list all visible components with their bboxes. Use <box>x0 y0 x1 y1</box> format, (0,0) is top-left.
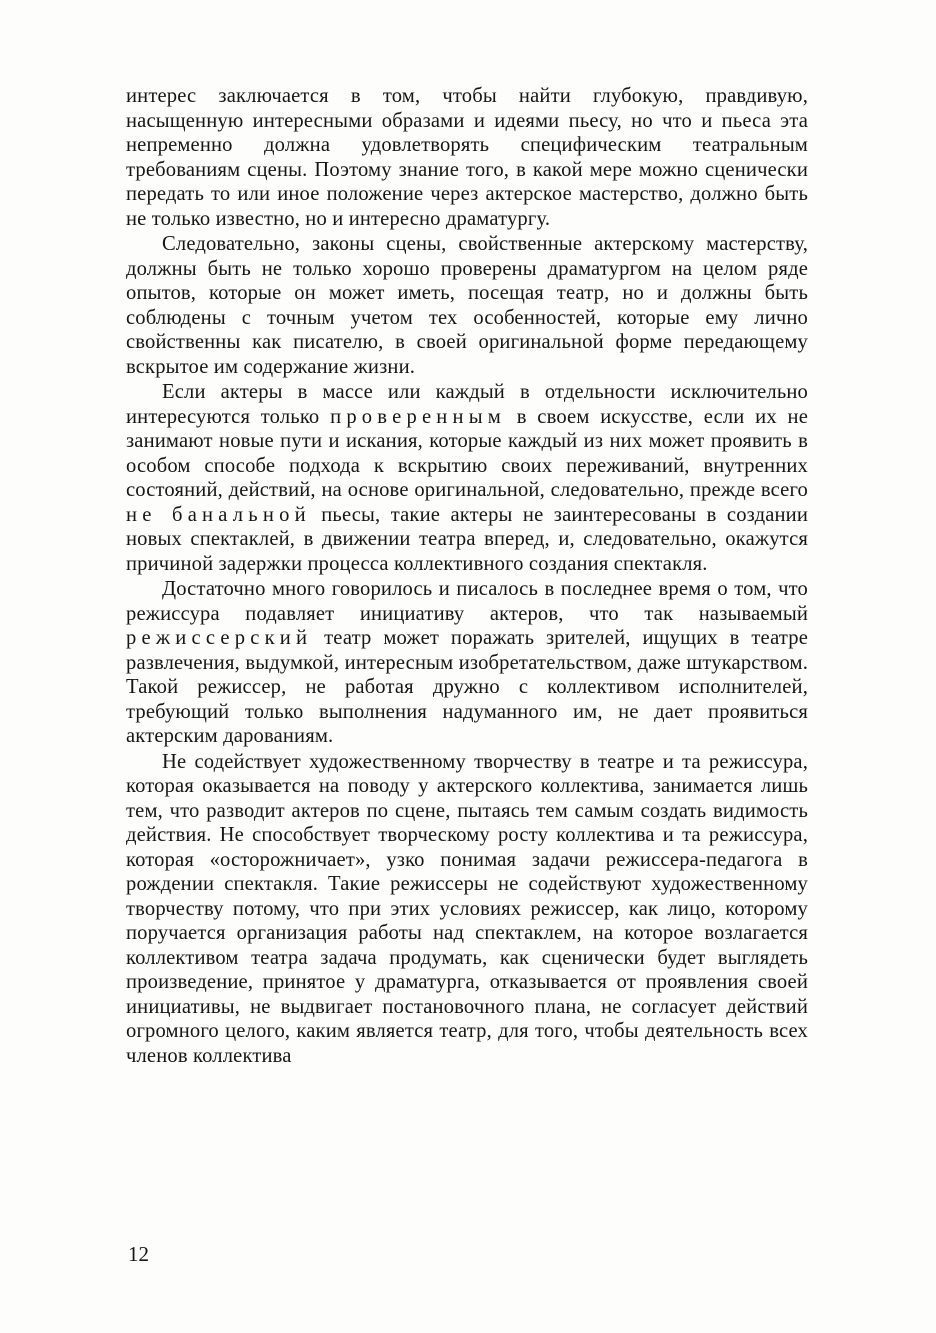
paragraph-1 <box>126 84 808 231</box>
paragraph-text: театр может поражать зрителей, ищущих в театре развлечения, выдумкой, интересным изобретательством, даже штукарством. Такой режиссер, не работая дружно с коллективом исполнителей, требующий только выполнения надуманного им, не дает проявиться актерским дарованиям. <box>126 627 808 747</box>
paragraph-2 <box>126 232 808 379</box>
page-number: 12 <box>128 1242 149 1266</box>
paragraph-text: интерес заключается в том, чтобы найти глубокую, правдивую, насыщенную интересными образами и идеями пьесу, но что и пьеса эта непременно должна удовлетворять специфическим театральным требованиям сцены. Поэтому знание того, в какой мере можно сценически передать то или иное положение через актерское мастерство, должно быть не только известно, но и интересно драматургу. <box>126 85 808 230</box>
paragraph-text: в своем искусстве, если их не занимают новые пути и искания, которые каждый из них может проявить в особом способе подхода к вскрытию своих переживаний, внутренних состояний, действий, на основе оригинальной, следовательно, прежде всего <box>126 405 808 501</box>
paragraph-text: Если актеры в массе или каждый в отдельности исключительно интересуются только <box>126 381 808 428</box>
spaced-emphasis: проверенным <box>330 405 506 428</box>
paragraph-5 <box>126 750 808 1069</box>
paragraph-text: пьесы, такие актеры не заинтересованы в создании новых спектаклей, в движении театра вперед, и, следовательно, окажутся причиной задержки процесса коллективного создания спектакля. <box>126 503 808 575</box>
paragraph-text: Не содействует художественному творчеству в театре и та режиссура, которая оказывается на поводу у актерского коллектива, занимается лишь тем, что разводит актеров по сцене, пытаясь тем самым создать видимость действия. Не способствует творческому росту коллектива и та режиссура, которая «осторожничает», узко понимая задачи режиссера-педагога в рождении спектакля. Такие режиссеры не содействуют художественному творчеству потому, что при этих условиях режиссер, как лицо, которому поручается организация работы над спектаклем, на которое возлагается коллективом театра задача продумать, как сценически будет выглядеть произведение, принятое у драматурга, отказывается от проявления своей инициативы, не выдвигает постановочного плана, не согласует действий огромного целого, каким является театр, для того, чтобы деятельность всех членов коллектива <box>126 750 808 1067</box>
paragraph-text: Достаточно много говорилось и писалось в последнее время о том, что режиссура подавляет инициативу актеров, что так называемый <box>126 578 808 625</box>
paragraph-4 <box>126 577 808 749</box>
spaced-emphasis: режиссерский <box>126 627 313 649</box>
body-text <box>126 84 808 1068</box>
paragraph-3 <box>126 380 808 576</box>
spaced-emphasis: не банальной <box>126 503 311 526</box>
paragraph-text: Следовательно, законы сцены, свойственные актерскому мастерству, должны быть не только хорошо проверены драматургом на целом ряде опытов, которые он может иметь, посещая театр, но и должны быть соблюдены с точным учетом тех особенностей, которые ему лично свойственны как писателю, в своей оригинальной форме передающему вскрытое им содержание жизни. <box>126 233 808 378</box>
